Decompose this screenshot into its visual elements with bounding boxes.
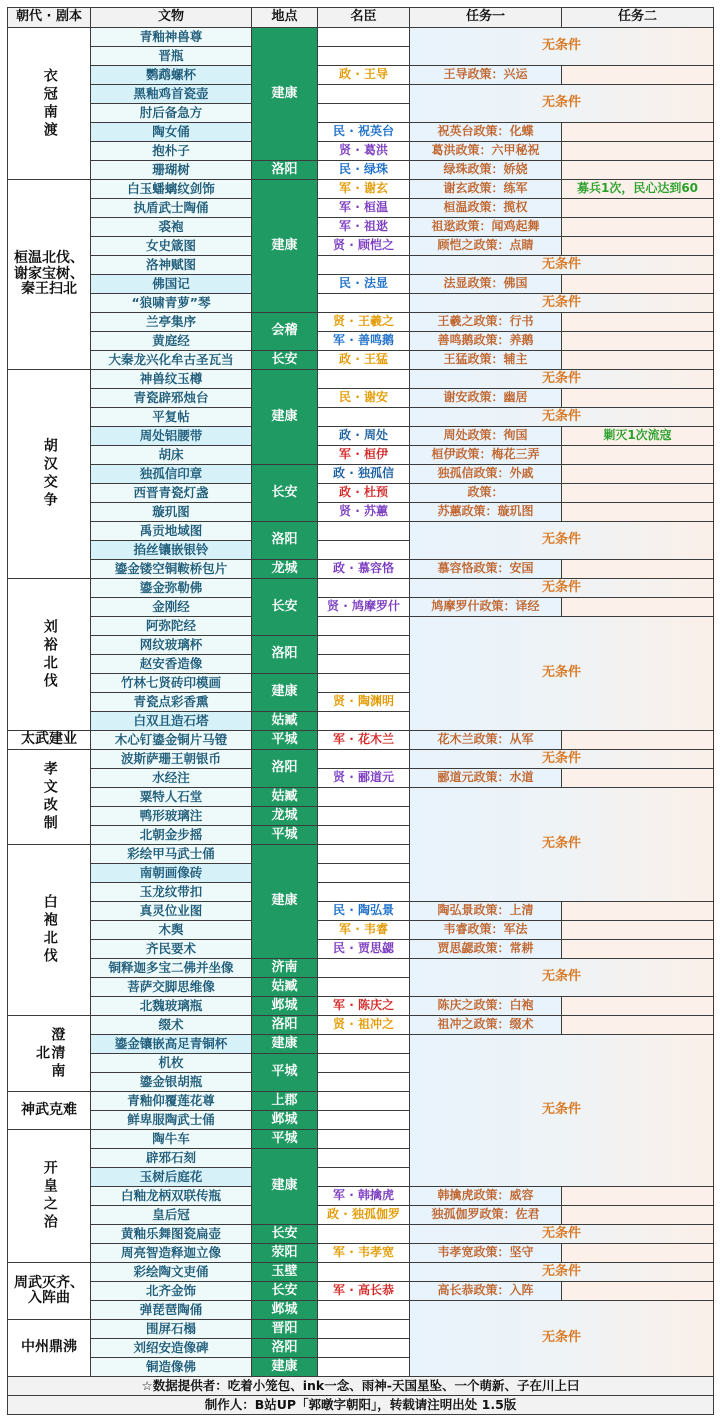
minister-name: 政 · 独孤信 <box>317 464 410 484</box>
task-one-text: 郦道元政策：水道 <box>409 768 562 788</box>
relic-name: 黄庭经 <box>90 331 252 351</box>
era-name: 澄清南北 <box>7 1015 91 1092</box>
minister-empty <box>317 1167 410 1187</box>
relic-name: 鎏金弥勒佛 <box>90 578 252 598</box>
task-two-text: 剿灭1次流寇 <box>561 426 714 446</box>
minister-empty <box>317 1148 410 1168</box>
location-name: 邺城 <box>251 996 318 1016</box>
minister-empty <box>317 1319 410 1339</box>
no-condition-cell: 无条件 <box>409 787 714 902</box>
task-one-text: 谢玄政策：练军 <box>409 179 562 199</box>
relic-name: 平复帖 <box>90 407 252 427</box>
column-header: 名臣 <box>317 7 410 28</box>
task-one-text: 花木兰政策：从军 <box>409 730 562 750</box>
task-one-text: 慕容恪政策：安国 <box>409 559 562 579</box>
task-one-text: 韩擒虎政策：威容 <box>409 1186 562 1206</box>
no-condition-cell: 无条件 <box>409 616 714 731</box>
minister-empty <box>317 369 410 389</box>
task-two-empty <box>561 920 714 940</box>
task-two-empty <box>561 141 714 161</box>
task-two-empty <box>561 331 714 351</box>
task-one-text: 王羲之政策：行书 <box>409 312 562 332</box>
task-one-text: 韦睿政策：军法 <box>409 920 562 940</box>
relic-name: 玉龙纹带扣 <box>90 882 252 902</box>
relic-name: 真灵位业图 <box>90 901 252 921</box>
location-name: 姑臧 <box>251 787 318 807</box>
relic-name: 齐民要术 <box>90 939 252 959</box>
relic-name: 璇玑图 <box>90 502 252 522</box>
minister-empty <box>317 27 410 47</box>
minister-empty <box>317 806 410 826</box>
minister-name: 政 · 杜预 <box>317 483 410 503</box>
relic-name: 独孤信印章 <box>90 464 252 484</box>
relic-name: 神兽纹玉樽 <box>90 369 252 389</box>
relic-name: 黄釉乐舞图瓷扁壶 <box>90 1224 252 1244</box>
location-name: 建康 <box>251 844 318 959</box>
minister-empty <box>317 84 410 104</box>
minister-name: 军 · 韩擒虎 <box>317 1186 410 1206</box>
task-one-text: 善鸣鹅政策：养鹅 <box>409 331 562 351</box>
task-two-empty <box>561 939 714 959</box>
minister-empty <box>317 825 410 845</box>
relic-name: 青瓷点彩香熏 <box>90 692 252 712</box>
minister-empty <box>317 882 410 902</box>
no-condition-cell: 无条件 <box>409 521 714 560</box>
task-one-text: 苏蕙政策：璇玑图 <box>409 502 562 522</box>
minister-empty <box>317 255 410 275</box>
task-two-empty <box>561 274 714 294</box>
task-two-empty <box>561 350 714 370</box>
minister-empty <box>317 1224 410 1244</box>
minister-empty <box>317 578 410 598</box>
relic-name: 粟特人石堂 <box>90 787 252 807</box>
minister-name: 民 · 祝英台 <box>317 122 410 142</box>
relic-name: 竹林七贤砖印模画 <box>90 673 252 693</box>
task-one-text: 独孤信政策：外戚 <box>409 464 562 484</box>
relic-name: 彩绘甲马武士俑 <box>90 844 252 864</box>
minister-empty <box>317 1129 410 1149</box>
era-name: 开皇之治 <box>7 1129 91 1263</box>
task-one-text: 桓温政策：揽权 <box>409 198 562 218</box>
location-name: 邺城 <box>251 1300 318 1320</box>
task-two-empty <box>561 996 714 1016</box>
task-one-text: 陈庆之政策：白袍 <box>409 996 562 1016</box>
minister-empty <box>317 977 410 997</box>
location-name: 建康 <box>251 27 318 161</box>
task-two-empty <box>561 768 714 788</box>
no-condition-cell: 无条件 <box>409 84 714 123</box>
task-two-empty <box>561 901 714 921</box>
providers-note: ☆数据提供者：吃着小笼包、ink一念、雨神-天国星坠、一个萌新、子在川上曰 <box>7 1376 714 1396</box>
minister-name: 军 · 韦睿 <box>317 920 410 940</box>
minister-name: 贤 · 顾恺之 <box>317 236 410 256</box>
relic-name: 白玉蟠螭纹剑饰 <box>90 179 252 199</box>
author-note: 制作人：B站UP「郭暾字朝阳」，转载请注明出处 1.5版 <box>7 1395 714 1415</box>
minister-name: 贤 · 葛洪 <box>317 141 410 161</box>
minister-name: 民 · 贾思勰 <box>317 939 410 959</box>
location-name: 龙城 <box>251 806 318 826</box>
location-name: 济南 <box>251 958 318 978</box>
minister-empty <box>317 711 410 731</box>
task-one-text: 韦孝宽政策：坚守 <box>409 1243 562 1263</box>
minister-name: 贤 · 陶渊明 <box>317 692 410 712</box>
task-one-text: 葛洪政策：六甲秘祝 <box>409 141 562 161</box>
relic-name: 赵安香造像 <box>90 654 252 674</box>
minister-name: 军 · 高长恭 <box>317 1281 410 1301</box>
relic-name: 晋瓶 <box>90 46 252 66</box>
era-name: 桓温北伐、谢家宝树、秦王扫北 <box>7 179 91 370</box>
relic-name: 水经注 <box>90 768 252 788</box>
relic-name: 执盾武士陶俑 <box>90 198 252 218</box>
relic-name: 玉树后庭花 <box>90 1167 252 1187</box>
column-header: 朝代 · 剧本 <box>7 7 91 28</box>
minister-empty <box>317 958 410 978</box>
relic-name: 鎏金镂空铜鞍桥包片 <box>90 559 252 579</box>
minister-empty <box>317 521 410 541</box>
location-name: 洛阳 <box>251 521 318 560</box>
relic-name: 辟邪石刻 <box>90 1148 252 1168</box>
task-one-text: 王导政策：兴运 <box>409 65 562 85</box>
relic-name: 刘绍安造像碑 <box>90 1338 252 1358</box>
relic-name: 围屏石榻 <box>90 1319 252 1339</box>
relic-name: 网纹玻璃杯 <box>90 635 252 655</box>
era-name: 神武克难 <box>7 1091 91 1130</box>
minister-name: 民 · 法显 <box>317 274 410 294</box>
relic-name: 黑釉鸡首瓷壶 <box>90 84 252 104</box>
minister-empty <box>317 654 410 674</box>
no-condition-cell: 无条件 <box>409 1300 714 1377</box>
minister-empty <box>317 1262 410 1282</box>
no-condition-cell: 无条件 <box>409 958 714 997</box>
relic-name: 西晋青瓷灯盏 <box>90 483 252 503</box>
relic-name: 北朝金步摇 <box>90 825 252 845</box>
relic-name: 周处铝腰带 <box>90 426 252 446</box>
location-name: 长安 <box>251 350 318 370</box>
relic-name: 佛国记 <box>90 274 252 294</box>
minister-name: 贤 · 王羲之 <box>317 312 410 332</box>
task-two-empty <box>561 217 714 237</box>
relic-name: 弹琵琶陶俑 <box>90 1300 252 1320</box>
relic-name: 掐丝镶嵌银铃 <box>90 540 252 560</box>
relic-name: 鸭形玻璃注 <box>90 806 252 826</box>
relic-name: 波斯萨珊王朝银币 <box>90 749 252 769</box>
minister-name: 贤 · 鸠摩罗什 <box>317 597 410 617</box>
location-name: 建康 <box>251 673 318 712</box>
relic-name: 北齐金饰 <box>90 1281 252 1301</box>
relic-name: 肘后备急方 <box>90 103 252 123</box>
era-name: 太武建业 <box>7 730 91 750</box>
relic-name: 兰亭集序 <box>90 312 252 332</box>
relic-name: 鎏金镶嵌高足青铜杯 <box>90 1034 252 1054</box>
location-name: 建康 <box>251 1034 318 1054</box>
minister-empty <box>317 1072 410 1092</box>
task-two-empty <box>561 1243 714 1263</box>
minister-name: 民 · 谢安 <box>317 388 410 408</box>
no-condition-cell: 无条件 <box>409 407 714 427</box>
relic-name: 青瓷辟邪烛台 <box>90 388 252 408</box>
minister-name: 贤 · 祖冲之 <box>317 1015 410 1035</box>
task-one-text: 贾思勰政策：常耕 <box>409 939 562 959</box>
minister-empty <box>317 540 410 560</box>
location-name: 建康 <box>251 1357 318 1377</box>
task-one-text: 陶弘景政策：上清 <box>409 901 562 921</box>
location-name: 洛阳 <box>251 1338 318 1358</box>
location-name: 洛阳 <box>251 1015 318 1035</box>
no-condition-cell: 无条件 <box>409 27 714 66</box>
location-name: 邺城 <box>251 1110 318 1130</box>
era-name: 衣冠南渡 <box>7 27 91 180</box>
relic-name: 胡床 <box>90 445 252 465</box>
no-condition-cell: 无条件 <box>409 255 714 275</box>
task-one-text: 政策： <box>409 483 562 503</box>
minister-name: 军 · 祖逖 <box>317 217 410 237</box>
relic-name: 鲜卑服陶武士俑 <box>90 1110 252 1130</box>
relic-name: 南朝画像砖 <box>90 863 252 883</box>
task-two-empty <box>561 730 714 750</box>
location-name: 平城 <box>251 825 318 845</box>
minister-name: 军 · 谢玄 <box>317 179 410 199</box>
task-two-empty <box>561 198 714 218</box>
minister-name: 军 · 善鸣鹅 <box>317 331 410 351</box>
relic-name: 陶牛车 <box>90 1129 252 1149</box>
relic-name: 白双且造石塔 <box>90 711 252 731</box>
location-name: 长安 <box>251 464 318 522</box>
location-name: 会稽 <box>251 312 318 351</box>
era-name: 胡汉交争 <box>7 369 91 579</box>
column-header: 文物 <box>90 7 252 28</box>
task-two-empty <box>561 1205 714 1225</box>
location-name: 洛阳 <box>251 635 318 674</box>
relic-name: 彩绘陶文吏俑 <box>90 1262 252 1282</box>
minister-name: 政 · 独孤伽罗 <box>317 1205 410 1225</box>
relic-name: 大秦龙兴化牟古圣瓦当 <box>90 350 252 370</box>
relic-name: 珊瑚树 <box>90 160 252 180</box>
relic-name: 木舆 <box>90 920 252 940</box>
minister-empty <box>317 749 410 769</box>
minister-empty <box>317 1053 410 1073</box>
task-one-text: 谢安政策：幽居 <box>409 388 562 408</box>
location-name: 姑臧 <box>251 711 318 731</box>
relic-name: 裘袍 <box>90 217 252 237</box>
minister-name: 民 · 绿珠 <box>317 160 410 180</box>
task-two-empty <box>561 464 714 484</box>
minister-name: 军 · 桓伊 <box>317 445 410 465</box>
location-name: 平城 <box>251 730 318 750</box>
minister-name: 贤 · 郦道元 <box>317 768 410 788</box>
minister-empty <box>317 1300 410 1320</box>
task-one-text: 王猛政策：辅主 <box>409 350 562 370</box>
relic-name: 阿弥陀经 <box>90 616 252 636</box>
relic-name: 木心钉鎏金铜片马镫 <box>90 730 252 750</box>
no-condition-cell: 无条件 <box>409 578 714 598</box>
era-name: 孝文改制 <box>7 749 91 845</box>
relic-name: 禹贡地域图 <box>90 521 252 541</box>
location-name: 平城 <box>251 1053 318 1092</box>
minister-empty <box>317 1357 410 1377</box>
location-name: 玉壁 <box>251 1262 318 1282</box>
minister-name: 军 · 韦孝宽 <box>317 1243 410 1263</box>
minister-empty <box>317 407 410 427</box>
minister-empty <box>317 673 410 693</box>
minister-name: 军 · 桓温 <box>317 198 410 218</box>
location-name: 长安 <box>251 1224 318 1244</box>
task-two-empty <box>561 122 714 142</box>
task-two-empty <box>561 160 714 180</box>
minister-name: 贤 · 苏蕙 <box>317 502 410 522</box>
relic-name: 金刚经 <box>90 597 252 617</box>
location-name: 龙城 <box>251 559 318 579</box>
task-two-empty <box>561 1186 714 1206</box>
minister-name: 政 · 周处 <box>317 426 410 446</box>
minister-empty <box>317 1110 410 1130</box>
location-name: 荥阳 <box>251 1243 318 1263</box>
minister-empty <box>317 1338 410 1358</box>
minister-empty <box>317 635 410 655</box>
era-name: 中州鼎沸 <box>7 1319 91 1377</box>
relic-name: 机枚 <box>90 1053 252 1073</box>
minister-name: 民 · 陶弘景 <box>317 901 410 921</box>
task-one-text: 祝英台政策：化蝶 <box>409 122 562 142</box>
minister-empty <box>317 787 410 807</box>
relic-name: 白釉龙柄双联传瓶 <box>90 1186 252 1206</box>
era-name: 白袍北伐 <box>7 844 91 1016</box>
task-two-empty <box>561 1281 714 1301</box>
task-one-text: 法显政策：佛国 <box>409 274 562 294</box>
no-condition-cell: 无条件 <box>409 1224 714 1244</box>
relic-name: 青釉神兽尊 <box>90 27 252 47</box>
minister-empty <box>317 1034 410 1054</box>
column-header: 任务一 <box>409 7 562 28</box>
task-two-empty <box>561 559 714 579</box>
location-name: 长安 <box>251 1281 318 1301</box>
minister-empty <box>317 293 410 313</box>
relic-name: 缀术 <box>90 1015 252 1035</box>
task-two-empty <box>561 1015 714 1035</box>
location-name: 上郡 <box>251 1091 318 1111</box>
location-name: 洛阳 <box>251 749 318 788</box>
column-header: 任务二 <box>561 7 714 28</box>
column-header: 地点 <box>251 7 318 28</box>
relic-name: 女史箴图 <box>90 236 252 256</box>
task-two-empty <box>561 502 714 522</box>
minister-name: 政 · 王猛 <box>317 350 410 370</box>
no-condition-cell: 无条件 <box>409 749 714 769</box>
era-name: 刘裕北伐 <box>7 578 91 731</box>
minister-name: 政 · 王导 <box>317 65 410 85</box>
task-two-empty <box>561 65 714 85</box>
relic-name: “狼啸青萝”琴 <box>90 293 252 313</box>
relic-name: 皇后冠 <box>90 1205 252 1225</box>
task-two-empty <box>561 597 714 617</box>
task-two-empty <box>561 312 714 332</box>
task-one-text: 周处政策：徇国 <box>409 426 562 446</box>
no-condition-cell: 无条件 <box>409 369 714 389</box>
minister-name: 政 · 慕容恪 <box>317 559 410 579</box>
location-name: 晋阳 <box>251 1319 318 1339</box>
task-two-empty <box>561 388 714 408</box>
location-name: 长安 <box>251 578 318 636</box>
location-name: 姑臧 <box>251 977 318 997</box>
minister-empty <box>317 844 410 864</box>
location-name: 建康 <box>251 369 318 465</box>
minister-empty <box>317 103 410 123</box>
relic-name: 陶女俑 <box>90 122 252 142</box>
task-two-empty <box>561 236 714 256</box>
minister-name: 军 · 陈庆之 <box>317 996 410 1016</box>
relic-name: 周亮智造释迦立像 <box>90 1243 252 1263</box>
relic-name: 菩萨交脚思维像 <box>90 977 252 997</box>
relic-name: 鎏金银胡瓶 <box>90 1072 252 1092</box>
task-one-text: 祖冲之政策：缀术 <box>409 1015 562 1035</box>
relic-name: 青釉仰覆莲花尊 <box>90 1091 252 1111</box>
era-name: 周武灭齐、入阵曲 <box>7 1262 91 1320</box>
no-condition-cell: 无条件 <box>409 293 714 313</box>
location-name: 平城 <box>251 1129 318 1149</box>
relic-name: 洛神赋图 <box>90 255 252 275</box>
no-condition-cell: 无条件 <box>409 1034 714 1187</box>
relic-name: 铜释迦多宝二佛并坐像 <box>90 958 252 978</box>
relic-name: 抱朴子 <box>90 141 252 161</box>
location-name: 洛阳 <box>251 160 318 180</box>
task-one-text: 高长恭政策：入阵 <box>409 1281 562 1301</box>
task-one-text: 桓伊政策：梅花三弄 <box>409 445 562 465</box>
relic-name: 铜造像佛 <box>90 1357 252 1377</box>
minister-empty <box>317 863 410 883</box>
minister-name: 军 · 花木兰 <box>317 730 410 750</box>
minister-empty <box>317 46 410 66</box>
relic-name: 北魏玻璃瓶 <box>90 996 252 1016</box>
task-one-text: 绿珠政策：娇娆 <box>409 160 562 180</box>
location-name: 建康 <box>251 179 318 313</box>
location-name: 建康 <box>251 1148 318 1225</box>
minister-empty <box>317 616 410 636</box>
task-one-text: 独孤伽罗政策：佐君 <box>409 1205 562 1225</box>
minister-empty <box>317 1091 410 1111</box>
task-one-text: 鸠摩罗什政策：译经 <box>409 597 562 617</box>
task-two-empty <box>561 445 714 465</box>
relic-name: 鹦鹉螺杯 <box>90 65 252 85</box>
task-one-text: 祖逖政策：闻鸡起舞 <box>409 217 562 237</box>
task-one-text: 顾恺之政策：点睛 <box>409 236 562 256</box>
task-two-empty <box>561 483 714 503</box>
no-condition-cell: 无条件 <box>409 1262 714 1282</box>
task-two-text: 募兵1次，民心达到60 <box>561 179 714 199</box>
